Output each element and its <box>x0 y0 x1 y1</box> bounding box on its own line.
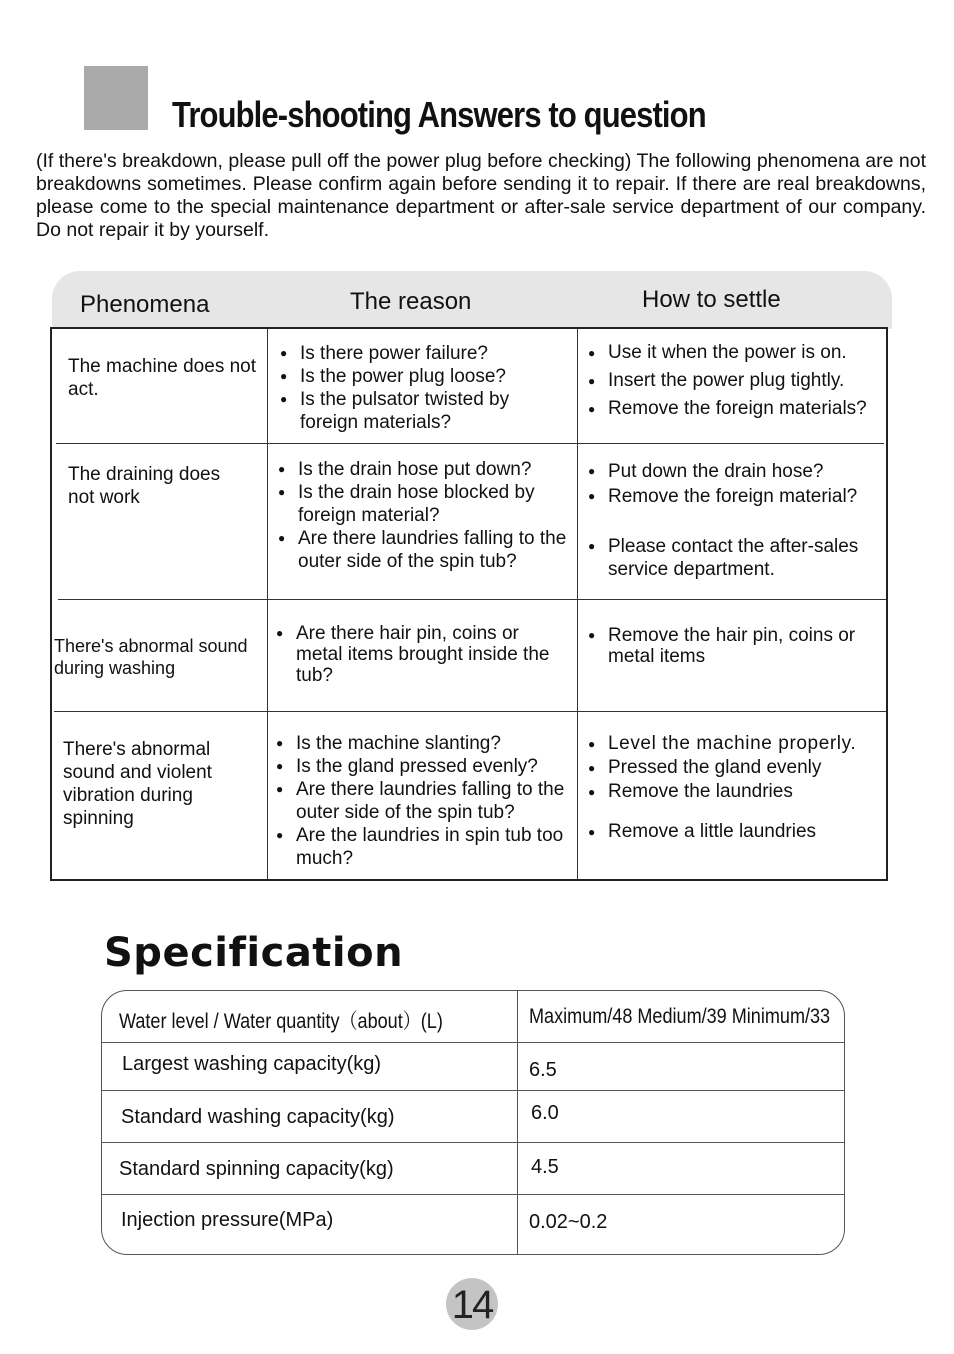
solution-list <box>586 459 886 581</box>
reason-list <box>278 342 568 434</box>
spec-label: Largest washing capacity(kg) <box>122 1053 382 1075</box>
list-item: ● Is the machine slanting? <box>274 732 574 755</box>
phenomenon-cell: The draining does not work <box>68 464 221 508</box>
spec-label: Injection pressure(MPa) <box>121 1209 334 1231</box>
page-title: Trouble-shooting Answers to question <box>172 94 706 135</box>
list-item: ● Put down the drain hose? <box>586 459 886 484</box>
troubleshooting-table <box>50 327 888 881</box>
spec-label: Water level / Water quantity（about）(L) <box>119 1010 443 1033</box>
list-item: ● Are the laundries in spin tub too much? <box>274 824 574 870</box>
row-divider <box>54 711 886 712</box>
troubleshooting-header <box>52 271 892 329</box>
spec-value: Maximum/48 Medium/39 Minimum/33 <box>529 1005 831 1028</box>
list-item: ● Pressed the gland evenly <box>586 756 886 780</box>
list-item: ● Remove the laundries <box>586 780 886 804</box>
solution-list <box>586 732 886 844</box>
specification-table <box>101 990 845 1255</box>
row-divider <box>102 1194 844 1195</box>
spec-value: 4.5 <box>531 1156 559 1178</box>
list-item: ● Is the drain hose blocked by foreign material? <box>276 481 576 527</box>
list-item: ● Are there laundries falling to the outer side of the spin tub? <box>276 527 576 573</box>
row-divider <box>102 1090 844 1091</box>
column-header-reason: The reason <box>350 288 472 315</box>
solution-list <box>586 625 876 667</box>
page-number: 14 <box>446 1278 498 1330</box>
row-divider <box>56 443 884 444</box>
list-item: ● Are there hair pin, coins or metal items brought inside the tub? <box>274 623 564 686</box>
list-item: ● Is the pulsator twisted by foreign materials? <box>278 388 568 434</box>
spec-value: 6.5 <box>529 1059 557 1081</box>
column-header-settle: How to settle <box>642 286 781 313</box>
list-item: ● Remove the foreign material? <box>586 484 886 509</box>
solution-list <box>586 339 886 423</box>
phenomenon-cell: The machine does not act. <box>68 356 257 400</box>
column-divider <box>577 329 578 879</box>
reason-list <box>274 623 564 686</box>
list-item: ● Level the machine properly. <box>586 732 886 756</box>
column-header-phenomena: Phenomena <box>80 291 210 318</box>
list-item: ● Use it when the power is on. <box>586 339 886 367</box>
list-item: ● Remove the foreign materials? <box>586 395 886 423</box>
list-item: ● Insert the power plug tightly. <box>586 367 886 395</box>
list-item: ● Is the power plug loose? <box>278 365 568 388</box>
phenomenon-cell: There's abnormal sound during washing <box>54 636 248 678</box>
phenomenon-cell: There's abnormal sound and violent vibration during spinning <box>63 739 212 829</box>
list-item: ● Is there power failure? <box>278 342 568 365</box>
spec-label: Standard washing capacity(kg) <box>121 1106 395 1128</box>
section-marker-square <box>84 66 148 130</box>
row-divider <box>102 1042 844 1043</box>
row-divider <box>58 599 886 600</box>
reason-list <box>274 732 574 870</box>
column-divider <box>267 329 268 879</box>
spec-value: 0.02~0.2 <box>529 1211 608 1233</box>
spec-label: Standard spinning capacity(kg) <box>119 1158 394 1180</box>
list-item: ● Please contact the after-sales service department. <box>586 535 886 581</box>
intro-paragraph: (If there's breakdown, please pull off the power plug before checking) The following phenomena are not breakdowns sometimes. Please confirm again before sending it to repair. If there are real breakdowns, please come to the special maintenance department or after-sale service department of our company. Do not repair it by yourself. <box>36 150 926 241</box>
column-divider <box>517 991 518 1254</box>
specification-title: Specification <box>104 930 404 976</box>
list-item: ● Is the drain hose put down? <box>276 458 576 481</box>
list-item: ● Remove a little laundries <box>586 820 886 844</box>
list-item: ● Remove the hair pin, coins or metal items <box>586 625 876 667</box>
list-item: ● Is the gland pressed evenly? <box>274 755 574 778</box>
spec-value: 6.0 <box>531 1102 559 1124</box>
list-item: ● Are there laundries falling to the outer side of the spin tub? <box>274 778 574 824</box>
row-divider <box>102 1142 844 1143</box>
reason-list <box>276 458 576 573</box>
